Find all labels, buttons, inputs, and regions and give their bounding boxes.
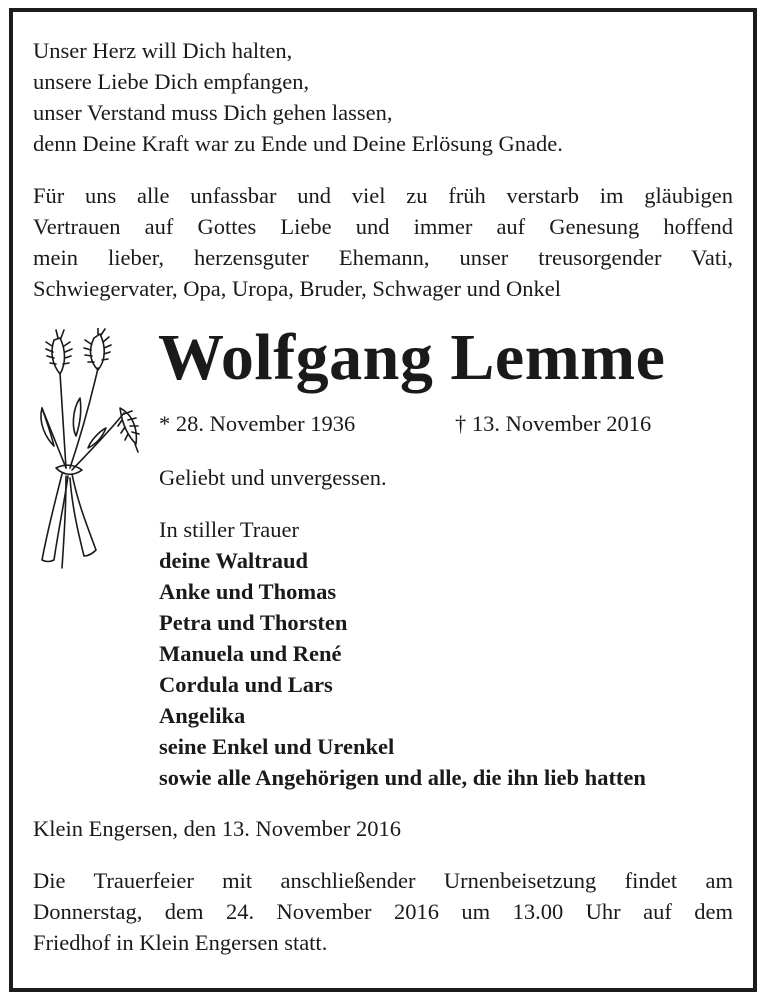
- poem-line-4: denn Deine Kraft war zu Ende und Deine Erlösung Gnade.: [33, 131, 563, 156]
- funeral-line-1: Die Trauerfeier mit anschließender Urnenbeisetzung findet am: [33, 868, 733, 893]
- death-date: † 13. November 2016: [455, 411, 652, 436]
- place-date: Klein Engersen, den 13. November 2016: [33, 816, 402, 841]
- intro-line-1: Für uns alle unfassbar und viel zu früh verstarb im gläubigen: [33, 183, 733, 208]
- mourner-5: Cordula und Lars: [159, 672, 333, 697]
- birth-date: * 28. November 1936: [159, 411, 356, 436]
- poem-line-2: unsere Liebe Dich empfangen,: [33, 69, 310, 94]
- mourner-6: Angelika: [159, 703, 246, 728]
- deceased-name: Wolfgang Lemme: [158, 321, 666, 394]
- intro-line-4: Schwiegervater, Opa, Uropa, Bruder, Schwager und Onkel: [33, 276, 562, 301]
- intro-line-3: mein lieber, herzensguter Ehemann, unser treusorgender Vati,: [33, 245, 733, 270]
- funeral-line-3: Friedhof in Klein Engersen statt.: [33, 930, 328, 955]
- mourner-8: sowie alle Angehörigen und alle, die ihn lieb hatten: [159, 765, 646, 790]
- mourners-intro: In stiller Trauer: [159, 517, 299, 542]
- funeral-line-2: Donnerstag, dem 24. November 2016 um 13.00 Uhr auf dem: [33, 899, 733, 924]
- poem-line-3: unser Verstand muss Dich gehen lassen,: [33, 100, 393, 125]
- intro-line-2: Vertrauen auf Gottes Liebe und immer auf Genesung hoffend: [33, 214, 733, 239]
- poem-line-1: Unser Herz will Dich halten,: [33, 38, 293, 63]
- remembrance-line: Geliebt und unvergessen.: [159, 465, 387, 490]
- mourner-2: Anke und Thomas: [159, 579, 337, 604]
- mourner-7: seine Enkel und Urenkel: [159, 734, 395, 759]
- mourner-4: Manuela und René: [159, 641, 342, 666]
- mourner-3: Petra und Thorsten: [159, 610, 348, 635]
- wheat-bundle-icon: [28, 328, 148, 573]
- mourner-1: deine Waltraud: [159, 548, 308, 573]
